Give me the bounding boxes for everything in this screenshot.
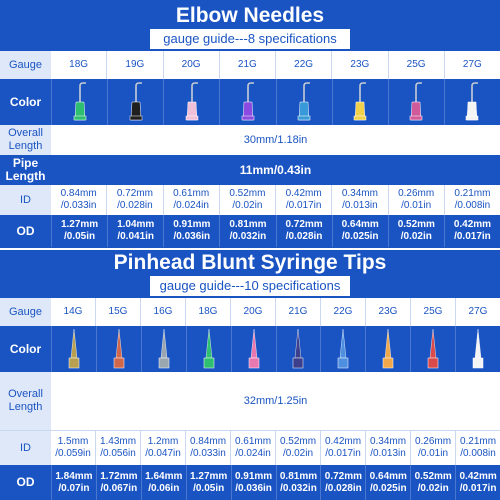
pinhead-od-cell bbox=[365, 465, 410, 500]
pinhead-od-cell-line: /0.017in bbox=[459, 482, 497, 494]
pinhead-od-cell-line: /0.02in bbox=[417, 482, 449, 494]
elbow-id-cell bbox=[51, 185, 106, 215]
pinhead-id-cell-line: /0.02in bbox=[282, 448, 314, 459]
pinhead-tip-icon bbox=[111, 328, 127, 370]
pinhead-id-cell bbox=[365, 431, 410, 465]
pinhead-color-cell bbox=[276, 326, 321, 372]
pinhead-overall-length-row bbox=[0, 372, 500, 430]
pinhead-id-cell-line: 1.2mm bbox=[147, 436, 179, 447]
elbow-color-cell bbox=[444, 79, 500, 125]
pinhead-id-cell-line: /0.033in bbox=[190, 448, 226, 459]
pinhead-id-cell-line: 0.26mm bbox=[414, 436, 452, 447]
pinhead-gauge-row bbox=[0, 298, 500, 326]
pinhead-title: Pinhead Blunt Syringe Tips bbox=[113, 251, 387, 274]
elbow-gauge-cell: 23G bbox=[331, 51, 387, 79]
pinhead-id-cell-line: /0.059in bbox=[55, 448, 91, 459]
elbow-title: Elbow Needles bbox=[175, 4, 325, 27]
pinhead-od-cell-line: 0.42mm bbox=[459, 470, 497, 482]
pinhead-tip-icon bbox=[246, 328, 262, 370]
elbow-id-cell-line: 0.26mm bbox=[398, 188, 435, 199]
elbow-id-cell-line: /0.033in bbox=[60, 200, 97, 211]
pinhead-od-cell bbox=[455, 465, 500, 500]
pinhead-gauge-cell: 18G bbox=[185, 298, 230, 326]
elbow-id-cell-line: /0.028in bbox=[117, 200, 153, 211]
elbow-pipe-length-value: 11mm/0.43in bbox=[239, 163, 312, 177]
pinhead-id-cell-line: /0.013in bbox=[370, 448, 406, 459]
elbow-od-cell bbox=[219, 215, 275, 247]
elbow-id-cell-line: /0.02in bbox=[232, 200, 263, 211]
elbow-gauge-cell: 21G bbox=[219, 51, 275, 79]
pinhead-color-row bbox=[0, 326, 500, 372]
pinhead-gauge-cell: 25G bbox=[410, 298, 455, 326]
elbow-od-cell-line: 0.52mm bbox=[397, 219, 435, 230]
pinhead-tip-icon bbox=[425, 328, 441, 370]
elbow-od-cell-line: 0.72mm bbox=[285, 219, 323, 230]
pinhead-od-cell-line: 0.81mm bbox=[279, 470, 318, 482]
elbow-overall-length-value: 30mm/1.18in bbox=[243, 134, 308, 146]
pinhead-color-cell bbox=[410, 326, 455, 372]
elbow-needle-icon bbox=[295, 82, 313, 122]
elbow-od-cell-line: 0.64mm bbox=[341, 219, 379, 230]
pinhead-od-cell-line: /0.036in bbox=[235, 482, 272, 494]
elbow-id-cell bbox=[388, 185, 444, 215]
pinhead-od-cell-line: /0.05in bbox=[193, 482, 225, 494]
pinhead-id-cell-line: 0.84mm bbox=[189, 436, 227, 447]
elbow-od-cell-line: 0.81mm bbox=[229, 219, 267, 230]
pinhead-overall-length-value: 32mm/1.25in bbox=[243, 395, 308, 407]
pinhead-id-row bbox=[0, 430, 500, 465]
pinhead-color-cell bbox=[320, 326, 365, 372]
pinhead-od-cell bbox=[320, 465, 365, 500]
elbow-id-cell bbox=[106, 185, 162, 215]
pinhead-od-cell bbox=[231, 465, 276, 500]
pinhead-od-cell bbox=[51, 465, 96, 500]
elbow-color-label: Color bbox=[9, 94, 42, 109]
pinhead-gauge-cell: 23G bbox=[365, 298, 410, 326]
elbow-gauge-cell: 20G bbox=[163, 51, 219, 79]
pinhead-gauge-cell: 20G bbox=[230, 298, 275, 326]
elbow-od-cell-line: /0.028in bbox=[285, 231, 323, 242]
elbow-color-row bbox=[0, 79, 500, 125]
pinhead-color-cell bbox=[365, 326, 410, 372]
elbow-needle-icon bbox=[463, 82, 481, 122]
elbow-pipe-length-label: Pipe Length bbox=[5, 156, 46, 183]
elbow-color-cell bbox=[163, 79, 219, 125]
pinhead-od-cell-line: 0.52mm bbox=[414, 470, 452, 482]
pinhead-id-cell-line: 1.43mm bbox=[99, 436, 137, 447]
pinhead-od-cell-line: 0.91mm bbox=[234, 470, 273, 482]
elbow-id-cell-line: 0.61mm bbox=[173, 188, 210, 199]
elbow-color-cell bbox=[51, 79, 107, 125]
pinhead-id-cell-line: 1.5mm bbox=[57, 436, 89, 447]
pinhead-od-label: OD bbox=[16, 475, 35, 489]
pinhead-id-cell-line: /0.056in bbox=[100, 448, 136, 459]
pinhead-id-cell bbox=[140, 431, 185, 465]
elbow-od-cell-line: /0.032in bbox=[229, 231, 267, 242]
elbow-id-cell bbox=[331, 185, 387, 215]
elbow-id-cell bbox=[219, 185, 275, 215]
pinhead-color-cell bbox=[96, 326, 141, 372]
elbow-color-cell bbox=[107, 79, 163, 125]
elbow-od-cell-line: /0.036in bbox=[173, 231, 211, 242]
elbow-gauge-cell: 27G bbox=[444, 51, 500, 79]
elbow-od-cell-line: 0.91mm bbox=[173, 219, 211, 230]
pinhead-gauge-cell: 14G bbox=[63, 306, 83, 317]
elbow-overall-length-label: Overall Length bbox=[0, 125, 51, 155]
elbow-od-cell bbox=[388, 215, 444, 247]
elbow-od-cell bbox=[332, 215, 388, 247]
elbow-color-cell bbox=[332, 79, 388, 125]
pinhead-id-cell-line: 0.61mm bbox=[234, 436, 272, 447]
pinhead-gauge-cell: 15G bbox=[95, 298, 140, 326]
elbow-gauge-row bbox=[0, 51, 500, 79]
elbow-id-cell-line: /0.01in bbox=[401, 200, 432, 211]
elbow-id-cell-line: 0.72mm bbox=[116, 188, 153, 199]
pinhead-gauge-label: Gauge bbox=[0, 298, 51, 326]
elbow-id-cell bbox=[444, 185, 500, 215]
elbow-id-cell-line: 0.84mm bbox=[60, 188, 97, 199]
section-divider bbox=[0, 248, 500, 250]
elbow-needle-icon bbox=[127, 82, 145, 122]
pinhead-od-cell-line: 1.64mm bbox=[145, 470, 183, 482]
elbow-id-row bbox=[0, 185, 500, 215]
pinhead-id-cell-line: 0.52mm bbox=[279, 436, 317, 447]
pinhead-id-cell-line: /0.008in bbox=[460, 448, 496, 459]
pinhead-od-cell bbox=[186, 465, 231, 500]
elbow-gauge-label: Gauge bbox=[0, 51, 51, 79]
elbow-od-cell-line: /0.025in bbox=[341, 231, 379, 242]
pinhead-tip-icon bbox=[66, 328, 82, 370]
pinhead-od-cell-line: /0.028in bbox=[325, 482, 362, 494]
pinhead-gauge-cell: 16G bbox=[140, 298, 185, 326]
pinhead-id-cell bbox=[320, 431, 365, 465]
pinhead-color-cell bbox=[141, 326, 186, 372]
elbow-id-cell-line: 0.42mm bbox=[285, 188, 322, 199]
pinhead-id-cell-line: /0.047in bbox=[145, 448, 181, 459]
pinhead-id-cell bbox=[51, 431, 95, 465]
elbow-needle-icon bbox=[239, 82, 257, 122]
pinhead-overall-length-label: Overall Length bbox=[0, 372, 51, 430]
elbow-od-cell bbox=[107, 215, 163, 247]
pinhead-od-cell-line: 1.27mm bbox=[190, 470, 228, 482]
pinhead-od-cell bbox=[141, 465, 186, 500]
elbow-color-cell bbox=[276, 79, 332, 125]
pinhead-subtitle: gauge guide---10 specifications bbox=[150, 276, 350, 296]
elbow-id-label: ID bbox=[0, 185, 51, 215]
pinhead-od-cell-line: 0.64mm bbox=[369, 470, 407, 482]
pinhead-id-cell bbox=[95, 431, 140, 465]
pinhead-gauge-cell: 27G bbox=[455, 298, 500, 326]
elbow-od-cell bbox=[276, 215, 332, 247]
pinhead-color-cell bbox=[186, 326, 231, 372]
pinhead-gauge-cell: 21G bbox=[275, 298, 320, 326]
pinhead-od-cell-line: /0.067in bbox=[100, 482, 138, 494]
elbow-id-cell-line: /0.024in bbox=[173, 200, 209, 211]
elbow-needle-icon bbox=[71, 82, 89, 122]
elbow-gauge-cell: 25G bbox=[388, 51, 444, 79]
elbow-id-cell-line: /0.013in bbox=[342, 200, 378, 211]
pinhead-tip-icon bbox=[380, 328, 396, 370]
pinhead-color-cell bbox=[455, 326, 500, 372]
pinhead-id-cell-line: 0.34mm bbox=[369, 436, 407, 447]
elbow-id-cell bbox=[163, 185, 219, 215]
elbow-od-cell-line: /0.041in bbox=[117, 231, 155, 242]
elbow-od-cell-line: 1.27mm bbox=[60, 219, 99, 230]
pinhead-id-cell bbox=[275, 431, 320, 465]
elbow-id-cell-line: 0.34mm bbox=[341, 188, 378, 199]
pinhead-id-cell-line: 0.42mm bbox=[324, 436, 362, 447]
elbow-needle-icon bbox=[351, 82, 369, 122]
pinhead-od-cell-line: /0.032in bbox=[280, 482, 317, 494]
pinhead-id-cell bbox=[455, 431, 500, 465]
pinhead-od-cell-line: /0.07in bbox=[58, 482, 90, 494]
pinhead-id-cell bbox=[410, 431, 455, 465]
pinhead-tip-icon bbox=[470, 328, 486, 370]
pinhead-od-cell-line: /0.025in bbox=[369, 482, 407, 494]
elbow-od-cell-line: 1.04mm bbox=[117, 219, 155, 230]
elbow-od-cell-line: /0.05in bbox=[63, 231, 96, 242]
pinhead-tip-icon bbox=[335, 328, 351, 370]
pinhead-od-cell-line: 1.72mm bbox=[100, 470, 138, 482]
pinhead-od-row bbox=[0, 465, 500, 500]
elbow-needle-icon bbox=[183, 82, 201, 122]
elbow-od-cell bbox=[163, 215, 219, 247]
elbow-gauge-cell: 22G bbox=[275, 51, 331, 79]
pinhead-od-cell bbox=[410, 465, 455, 500]
elbow-id-cell bbox=[275, 185, 331, 215]
elbow-id-cell-line: 0.21mm bbox=[454, 188, 491, 199]
elbow-color-cell bbox=[219, 79, 275, 125]
pinhead-od-cell-line: 0.72mm bbox=[324, 470, 363, 482]
pinhead-od-cell bbox=[276, 465, 321, 500]
pinhead-id-cell-line: /0.017in bbox=[325, 448, 361, 459]
pinhead-id-label: ID bbox=[0, 431, 51, 465]
elbow-gauge-cell: 18G bbox=[69, 59, 89, 70]
elbow-gauge-cell: 19G bbox=[106, 51, 162, 79]
pinhead-id-cell bbox=[230, 431, 275, 465]
elbow-od-row bbox=[0, 215, 500, 247]
elbow-id-cell-line: /0.017in bbox=[285, 200, 322, 211]
pinhead-gauge-cell: 22G bbox=[320, 298, 365, 326]
pinhead-id-cell bbox=[185, 431, 230, 465]
pinhead-od-cell-line: 1.84mm bbox=[55, 470, 93, 482]
elbow-od-cell bbox=[51, 215, 107, 247]
pinhead-id-cell-line: 0.21mm bbox=[459, 436, 497, 447]
elbow-needle-icon bbox=[407, 82, 425, 122]
elbow-color-cell bbox=[388, 79, 444, 125]
pinhead-id-cell-line: /0.01in bbox=[417, 448, 449, 459]
elbow-overall-length-row bbox=[0, 125, 500, 155]
elbow-od-cell bbox=[444, 215, 500, 247]
elbow-od-cell-line: /0.017in bbox=[454, 231, 491, 242]
pinhead-tip-icon bbox=[290, 328, 306, 370]
elbow-id-cell-line: /0.008in bbox=[454, 200, 491, 211]
pinhead-id-cell-line: /0.024in bbox=[235, 448, 271, 459]
elbow-subtitle: gauge guide---8 specifications bbox=[150, 29, 350, 49]
pinhead-color-cell bbox=[231, 326, 276, 372]
pinhead-od-cell-line: /0.06in bbox=[148, 482, 180, 494]
pinhead-tip-icon bbox=[201, 328, 217, 370]
pinhead-color-label: Color bbox=[9, 341, 42, 356]
pinhead-od-cell bbox=[96, 465, 141, 500]
elbow-od-cell-line: 0.42mm bbox=[453, 219, 492, 230]
elbow-od-label: OD bbox=[16, 223, 35, 238]
elbow-id-cell-line: 0.52mm bbox=[229, 188, 266, 199]
elbow-pipe-length-row bbox=[0, 155, 500, 185]
elbow-od-cell-line: /0.02in bbox=[400, 231, 432, 242]
pinhead-color-cell bbox=[51, 326, 96, 372]
pinhead-tip-icon bbox=[156, 328, 172, 370]
